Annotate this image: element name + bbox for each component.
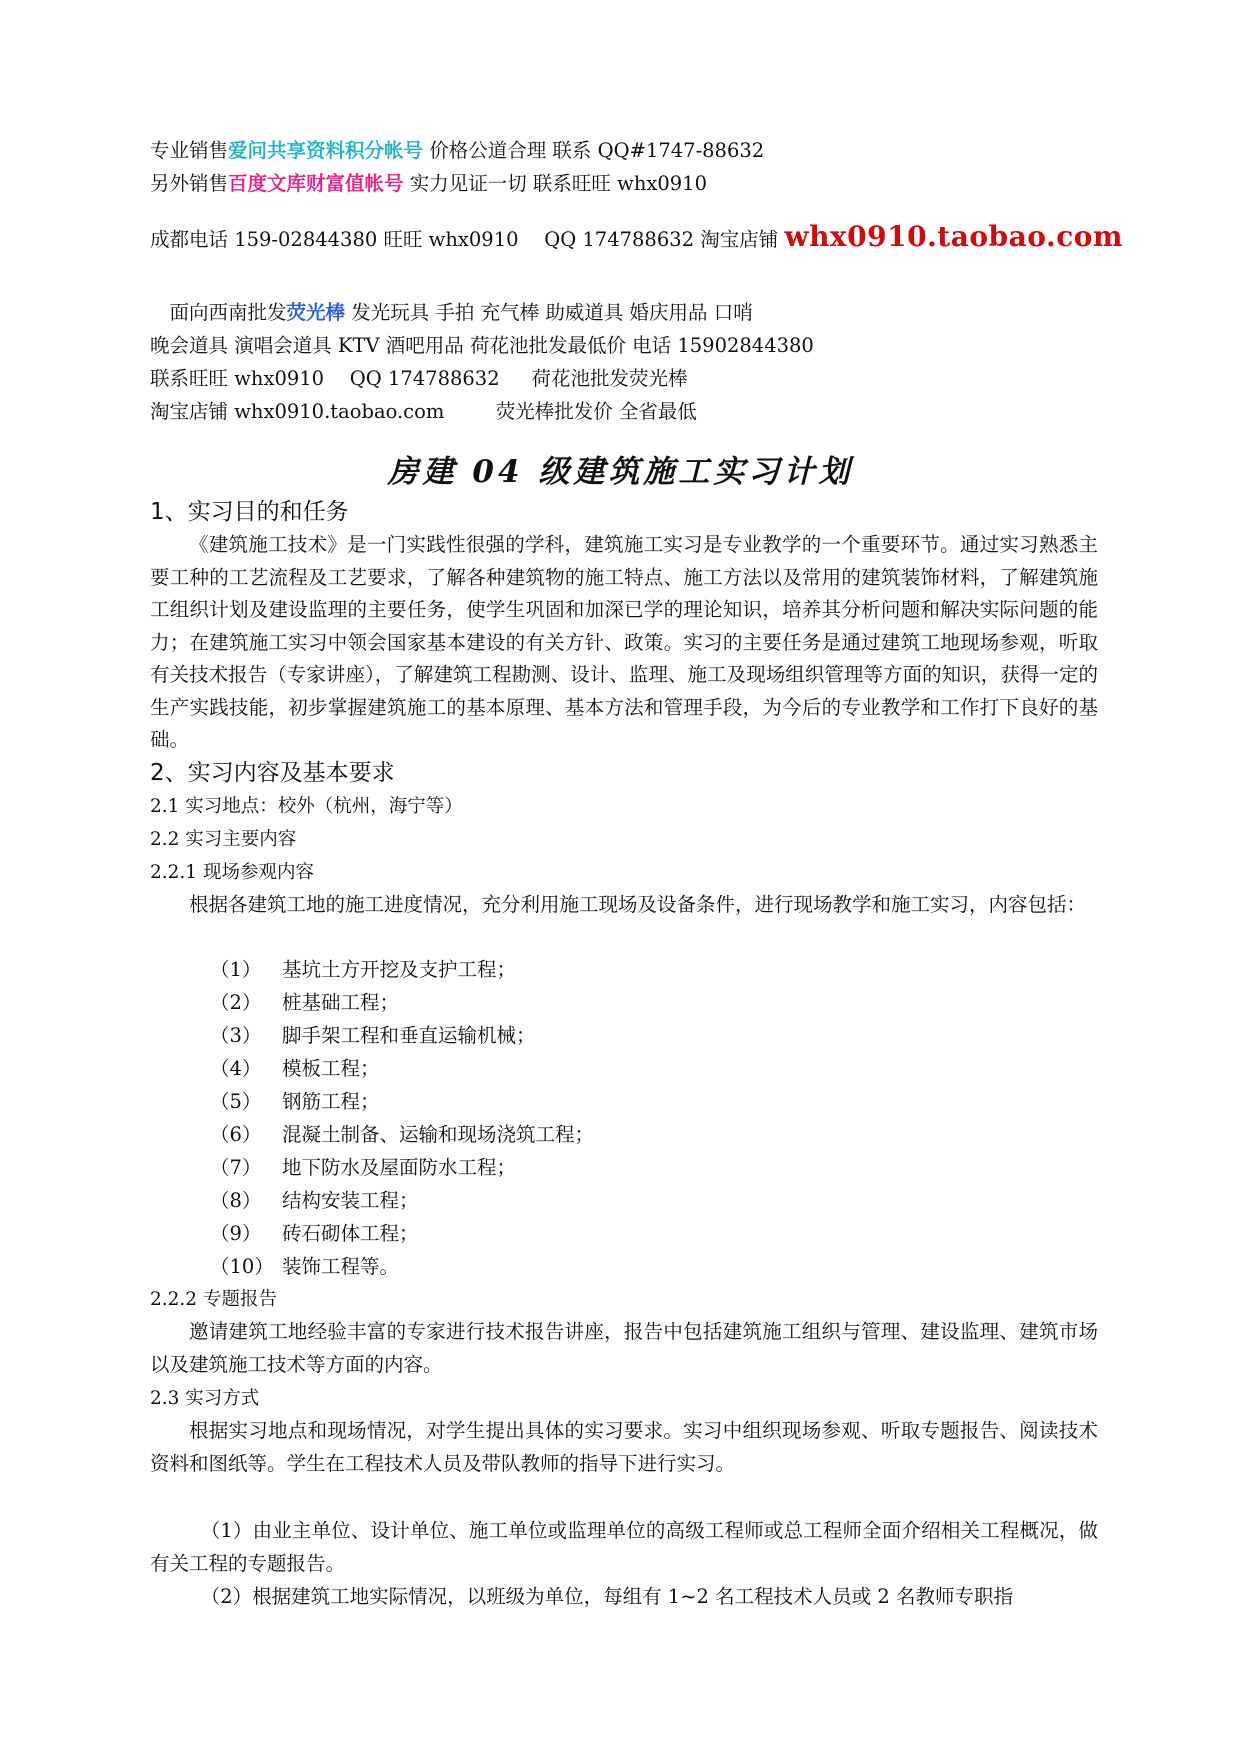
ad-text: 面向西南批发 <box>150 301 287 324</box>
list-item: （8） 结构安装工程； <box>210 1189 419 1212</box>
list-item: （3） 脚手架工程和垂直运输机械； <box>210 1024 536 1047</box>
ad-text: 另外销售 <box>150 172 229 195</box>
ad-line-6: 联系旺旺 whx0910 QQ 174788632 荷花池批发荧光棒 <box>150 367 688 390</box>
list-item: （1） 基坑土方开挖及支护工程； <box>210 958 517 981</box>
list-item: （9） 砖石砌体工程； <box>210 1222 419 1245</box>
shop-url: whx0910.taobao.com <box>784 220 1124 253</box>
subsection-2-2-2-paragraph: 邀请建筑工地经验丰富的专家进行技术报告讲座，报告中包括建筑施工组织与管理、建设监理、建筑市场以及建筑施工技术等方面的内容。 <box>150 1320 1098 1376</box>
subsection-2-3-paragraph: 根据实习地点和现场情况，对学生提出具体的实习要求。实习中组织现场参观、听取专题报告、阅读技术资料和图纸等。学生在工程技术人员及带队教师的指导下进行实习。 <box>150 1419 1098 1475</box>
list-item: （10） 装饰工程等。 <box>210 1255 400 1278</box>
ad-line-5: 晚会道具 演唱会道具 KTV 酒吧用品 荷花池批发最低价 电话 15902844380 <box>150 334 814 357</box>
section-heading-2: 2、实习内容及基本要求 <box>150 760 395 786</box>
ad-text: 成都电话 159-02844380 旺旺 whx0910 QQ 174788632 淘宝店铺 <box>150 228 785 251</box>
ad-highlight: 百度文库财富值帐号 <box>228 172 404 195</box>
subsection-2-1: 2.1 实习地点：校外（杭州，海宁等） <box>150 796 463 817</box>
ad-line-2 <box>150 169 707 199</box>
subsection-2-2: 2.2 实习主要内容 <box>150 829 297 850</box>
subsection-2-2-2: 2.2.2 专题报告 <box>150 1289 277 1310</box>
ad-text: 专业销售 <box>150 139 229 162</box>
ad-highlight: 荧光棒 <box>286 301 346 324</box>
page-title: 房建 04 级建筑施工实习计划 <box>387 454 854 490</box>
subsection-2-2-1: 2.2.1 现场参观内容 <box>150 862 314 883</box>
list-item: （7） 地下防水及屋面防水工程； <box>210 1156 517 1179</box>
section-heading-1: 1、实习目的和任务 <box>150 499 349 525</box>
ad-line-3 <box>150 222 1123 255</box>
ad-text: 发光玩具 手拍 充气棒 助威道具 婚庆用品 口哨 <box>345 301 753 324</box>
ad-line-7: 淘宝店铺 whx0910.taobao.com 荧光棒批发价 全省最低 <box>150 400 697 423</box>
section-1-paragraph: 《建筑施工技术》是一门实践性很强的学科，建筑施工实习是专业教学的一个重要环节。通过实习熟悉主要工种的工艺流程及工艺要求，了解各种建筑物的施工特点、施工方法以及常用的建筑装饰材料，了解建筑施工组织计划及建设监理的主要任务，使学生巩固和加深已学的理论知识，培养其分析问题和解决实际问题的能力；在建筑施工实习中领会国家基本建设的有关方针、政策。实习的主要任务是通过建筑工地现场参观，听取有关技术报告（专家讲座），了解建筑工程勘测、设计、监理、施工及现场组织管理等方面的知识，获得一定的生产实践技能，初步掌握建筑施工的基本原理、基本方法和管理手段，为今后的专业教学和工作打下良好的基础。 <box>150 533 1098 751</box>
ad-line-4 <box>150 298 753 328</box>
mode-item-2: （2）根据建筑工地实际情况，以班级为单位，每组有 1~2 名工程技术人员或 2 名教师专职指 <box>200 1585 1013 1608</box>
list-item: （4） 模板工程； <box>210 1057 380 1080</box>
list-item: （6） 混凝土制备、运输和现场浇筑工程； <box>210 1123 595 1146</box>
subsection-2-3: 2.3 实习方式 <box>150 1388 260 1409</box>
ad-text: 实力见证一切 联系旺旺 whx0910 <box>403 172 708 195</box>
ad-highlight: 爱问共享资料积分帐号 <box>228 139 424 162</box>
mode-item-1: （1）由业主单位、设计单位、施工单位或监理单位的高级工程师或总工程师全面介绍相关工程概况，做有关工程的专题报告。 <box>150 1519 1098 1575</box>
ad-line-1 <box>150 136 764 166</box>
subsection-2-2-1-paragraph: 根据各建筑工地的施工进度情况，充分利用施工现场及设备条件，进行现场教学和施工实习，内容包括： <box>189 893 1087 916</box>
ad-text: 价格公道合理 联系 QQ#1747-88632 <box>423 139 765 162</box>
list-item: （2） 桩基础工程； <box>210 991 400 1014</box>
list-item: （5） 钢筋工程； <box>210 1090 380 1113</box>
